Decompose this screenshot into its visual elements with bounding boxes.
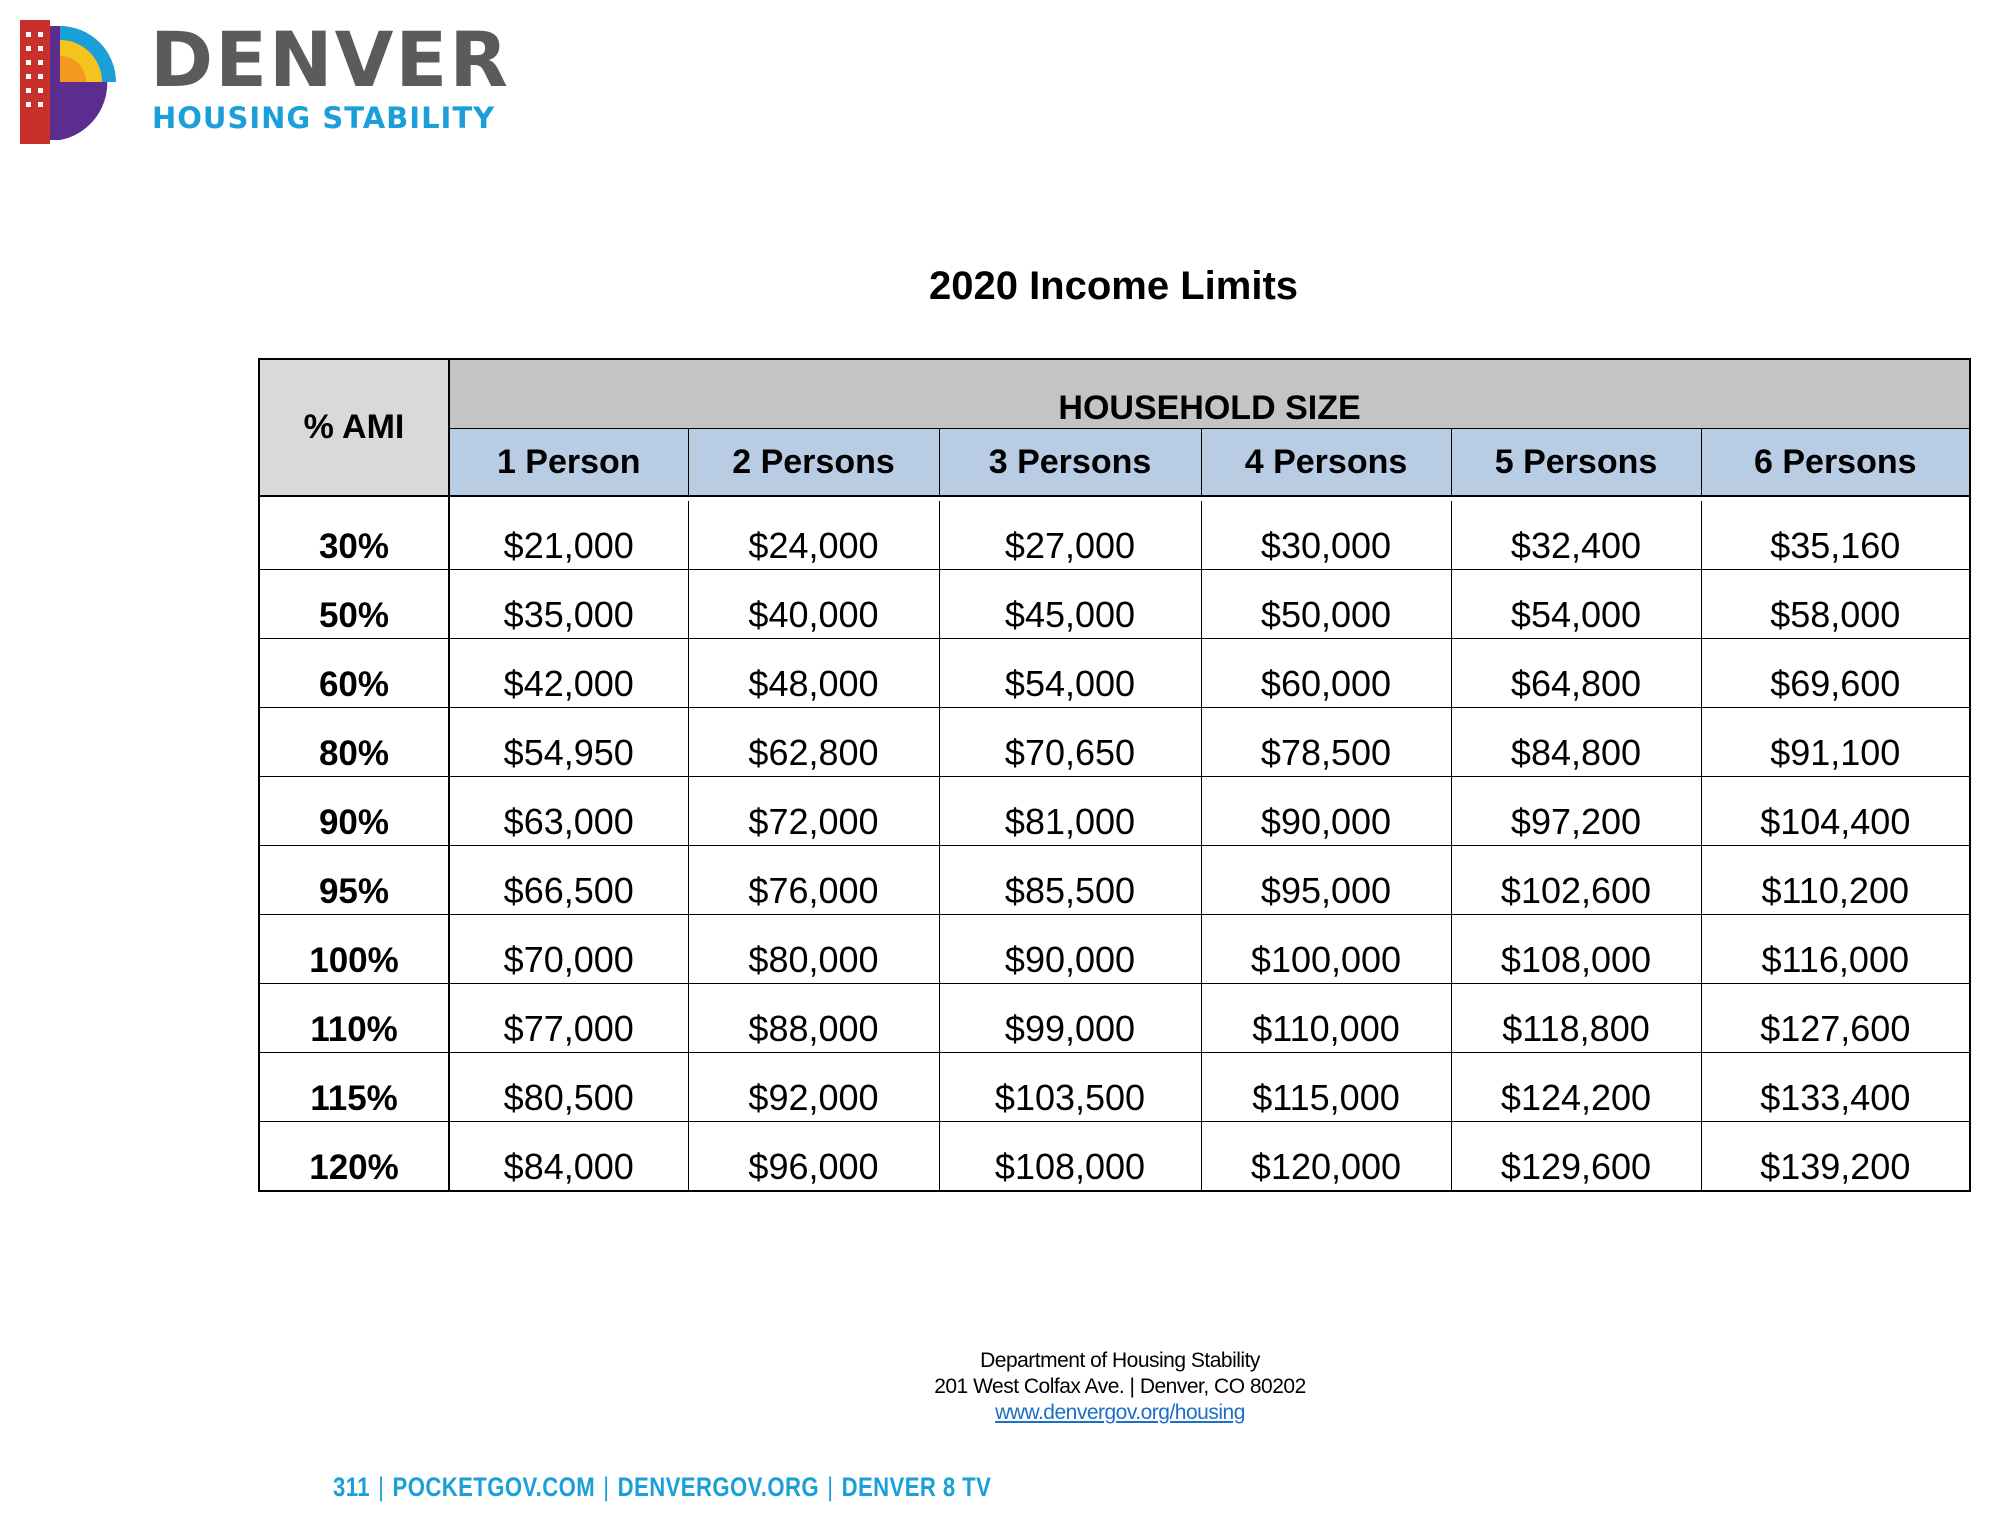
income-cell: $76,000 (688, 846, 939, 915)
link-separator: | (378, 1472, 385, 1502)
income-cell: $97,200 (1451, 777, 1701, 846)
table-row (259, 708, 1970, 777)
housing-url-link[interactable]: www.denvergov.org/housing (995, 1401, 1245, 1424)
income-cell: $108,000 (939, 1122, 1201, 1192)
income-cell: $129,600 (1451, 1122, 1701, 1192)
income-cell: $48,000 (688, 639, 939, 708)
income-cell: $85,500 (939, 846, 1201, 915)
ami-cell: 60% (259, 639, 449, 708)
income-cell: $62,800 (688, 708, 939, 777)
column-header: 1 Person (449, 429, 688, 497)
income-cell: $35,160 (1701, 501, 1970, 570)
table-row (259, 639, 1970, 708)
ami-cell: 90% (259, 777, 449, 846)
income-cell: $69,600 (1701, 639, 1970, 708)
income-cell: $99,000 (939, 984, 1201, 1053)
table-row (259, 1053, 1970, 1122)
footer-address-block (820, 1348, 1420, 1426)
income-cell: $116,000 (1701, 915, 1970, 984)
income-cell: $102,600 (1451, 846, 1701, 915)
income-cell: $81,000 (939, 777, 1201, 846)
income-cell: $54,000 (939, 639, 1201, 708)
street-address: 201 West Colfax Ave. | Denver, CO 80202 (934, 1375, 1306, 1398)
footer-link[interactable]: DENVERGOV.ORG (617, 1472, 820, 1502)
ami-cell: 95% (259, 846, 449, 915)
ami-header: % AMI (259, 359, 449, 496)
income-cell: $139,200 (1701, 1122, 1970, 1192)
column-header: 4 Persons (1201, 429, 1451, 497)
table-row (259, 846, 1970, 915)
link-separator: | (827, 1472, 834, 1502)
income-cell: $100,000 (1201, 915, 1451, 984)
income-cell: $60,000 (1201, 639, 1451, 708)
income-cell: $104,400 (1701, 777, 1970, 846)
table-row (259, 501, 1970, 570)
income-cell: $35,000 (449, 570, 688, 639)
income-cell: $21,000 (449, 501, 688, 570)
column-header: 3 Persons (939, 429, 1201, 497)
denver-d-logo-icon (20, 20, 120, 144)
brand-subtitle: HOUSING STABILITY (152, 101, 496, 135)
income-cell: $110,000 (1201, 984, 1451, 1053)
ami-cell: 110% (259, 984, 449, 1053)
table-row (259, 915, 1970, 984)
link-separator: | (603, 1472, 610, 1502)
income-limits-table (258, 358, 1971, 1192)
income-cell: $63,000 (449, 777, 688, 846)
column-header-row (259, 429, 1970, 497)
ami-cell: 120% (259, 1122, 449, 1192)
column-header: 2 Persons (688, 429, 939, 497)
income-cell: $30,000 (1201, 501, 1451, 570)
income-cell: $70,000 (449, 915, 688, 984)
household-size-header: HOUSEHOLD SIZE (449, 359, 1970, 429)
brand-name: DENVER (150, 15, 510, 104)
income-cell: $84,000 (449, 1122, 688, 1192)
income-cell: $133,400 (1701, 1053, 1970, 1122)
income-cell: $54,950 (449, 708, 688, 777)
income-cell: $32,400 (1451, 501, 1701, 570)
income-cell: $108,000 (1451, 915, 1701, 984)
table-row (259, 570, 1970, 639)
table-row (259, 984, 1970, 1053)
column-header: 5 Persons (1451, 429, 1701, 497)
footer-link[interactable]: DENVER 8 TV (841, 1472, 992, 1502)
income-cell: $120,000 (1201, 1122, 1451, 1192)
income-cell: $42,000 (449, 639, 688, 708)
table-row (259, 1122, 1970, 1192)
ami-cell: 100% (259, 915, 449, 984)
income-cell: $64,800 (1451, 639, 1701, 708)
ami-cell: 30% (259, 501, 449, 570)
income-cell: $92,000 (688, 1053, 939, 1122)
table-row (259, 777, 1970, 846)
income-cell: $90,000 (1201, 777, 1451, 846)
ami-cell: 115% (259, 1053, 449, 1122)
income-cell: $58,000 (1701, 570, 1970, 639)
department-name: Department of Housing Stability (980, 1349, 1260, 1372)
income-cell: $80,000 (688, 915, 939, 984)
income-cell: $91,100 (1701, 708, 1970, 777)
income-cell: $88,000 (688, 984, 939, 1053)
column-header: 6 Persons (1701, 429, 1970, 497)
income-cell: $90,000 (939, 915, 1201, 984)
income-cell: $127,600 (1701, 984, 1970, 1053)
income-cell: $115,000 (1201, 1053, 1451, 1122)
income-cell: $24,000 (688, 501, 939, 570)
income-cell: $118,800 (1451, 984, 1701, 1053)
income-cell: $95,000 (1201, 846, 1451, 915)
income-cell: $77,000 (449, 984, 688, 1053)
income-cell: $40,000 (688, 570, 939, 639)
income-cell: $50,000 (1201, 570, 1451, 639)
income-cell: $45,000 (939, 570, 1201, 639)
footer-link[interactable]: POCKETGOV.COM (392, 1472, 596, 1502)
income-cell: $96,000 (688, 1122, 939, 1192)
income-cell: $124,200 (1451, 1053, 1701, 1122)
income-cell: $103,500 (939, 1053, 1201, 1122)
page-title: 2020 Income Limits (928, 264, 1299, 308)
income-cell: $110,200 (1701, 846, 1970, 915)
income-cell: $66,500 (449, 846, 688, 915)
ami-cell: 50% (259, 570, 449, 639)
income-cell: $70,650 (939, 708, 1201, 777)
income-cell: $27,000 (939, 501, 1201, 570)
income-cell: $72,000 (688, 777, 939, 846)
income-cell: $84,800 (1451, 708, 1701, 777)
income-cell: $78,500 (1201, 708, 1451, 777)
ami-cell: 80% (259, 708, 449, 777)
footer-link[interactable]: 311 (333, 1472, 370, 1502)
footer-links-bar (333, 1472, 991, 1503)
income-cell: $54,000 (1451, 570, 1701, 639)
income-cell: $80,500 (449, 1053, 688, 1122)
